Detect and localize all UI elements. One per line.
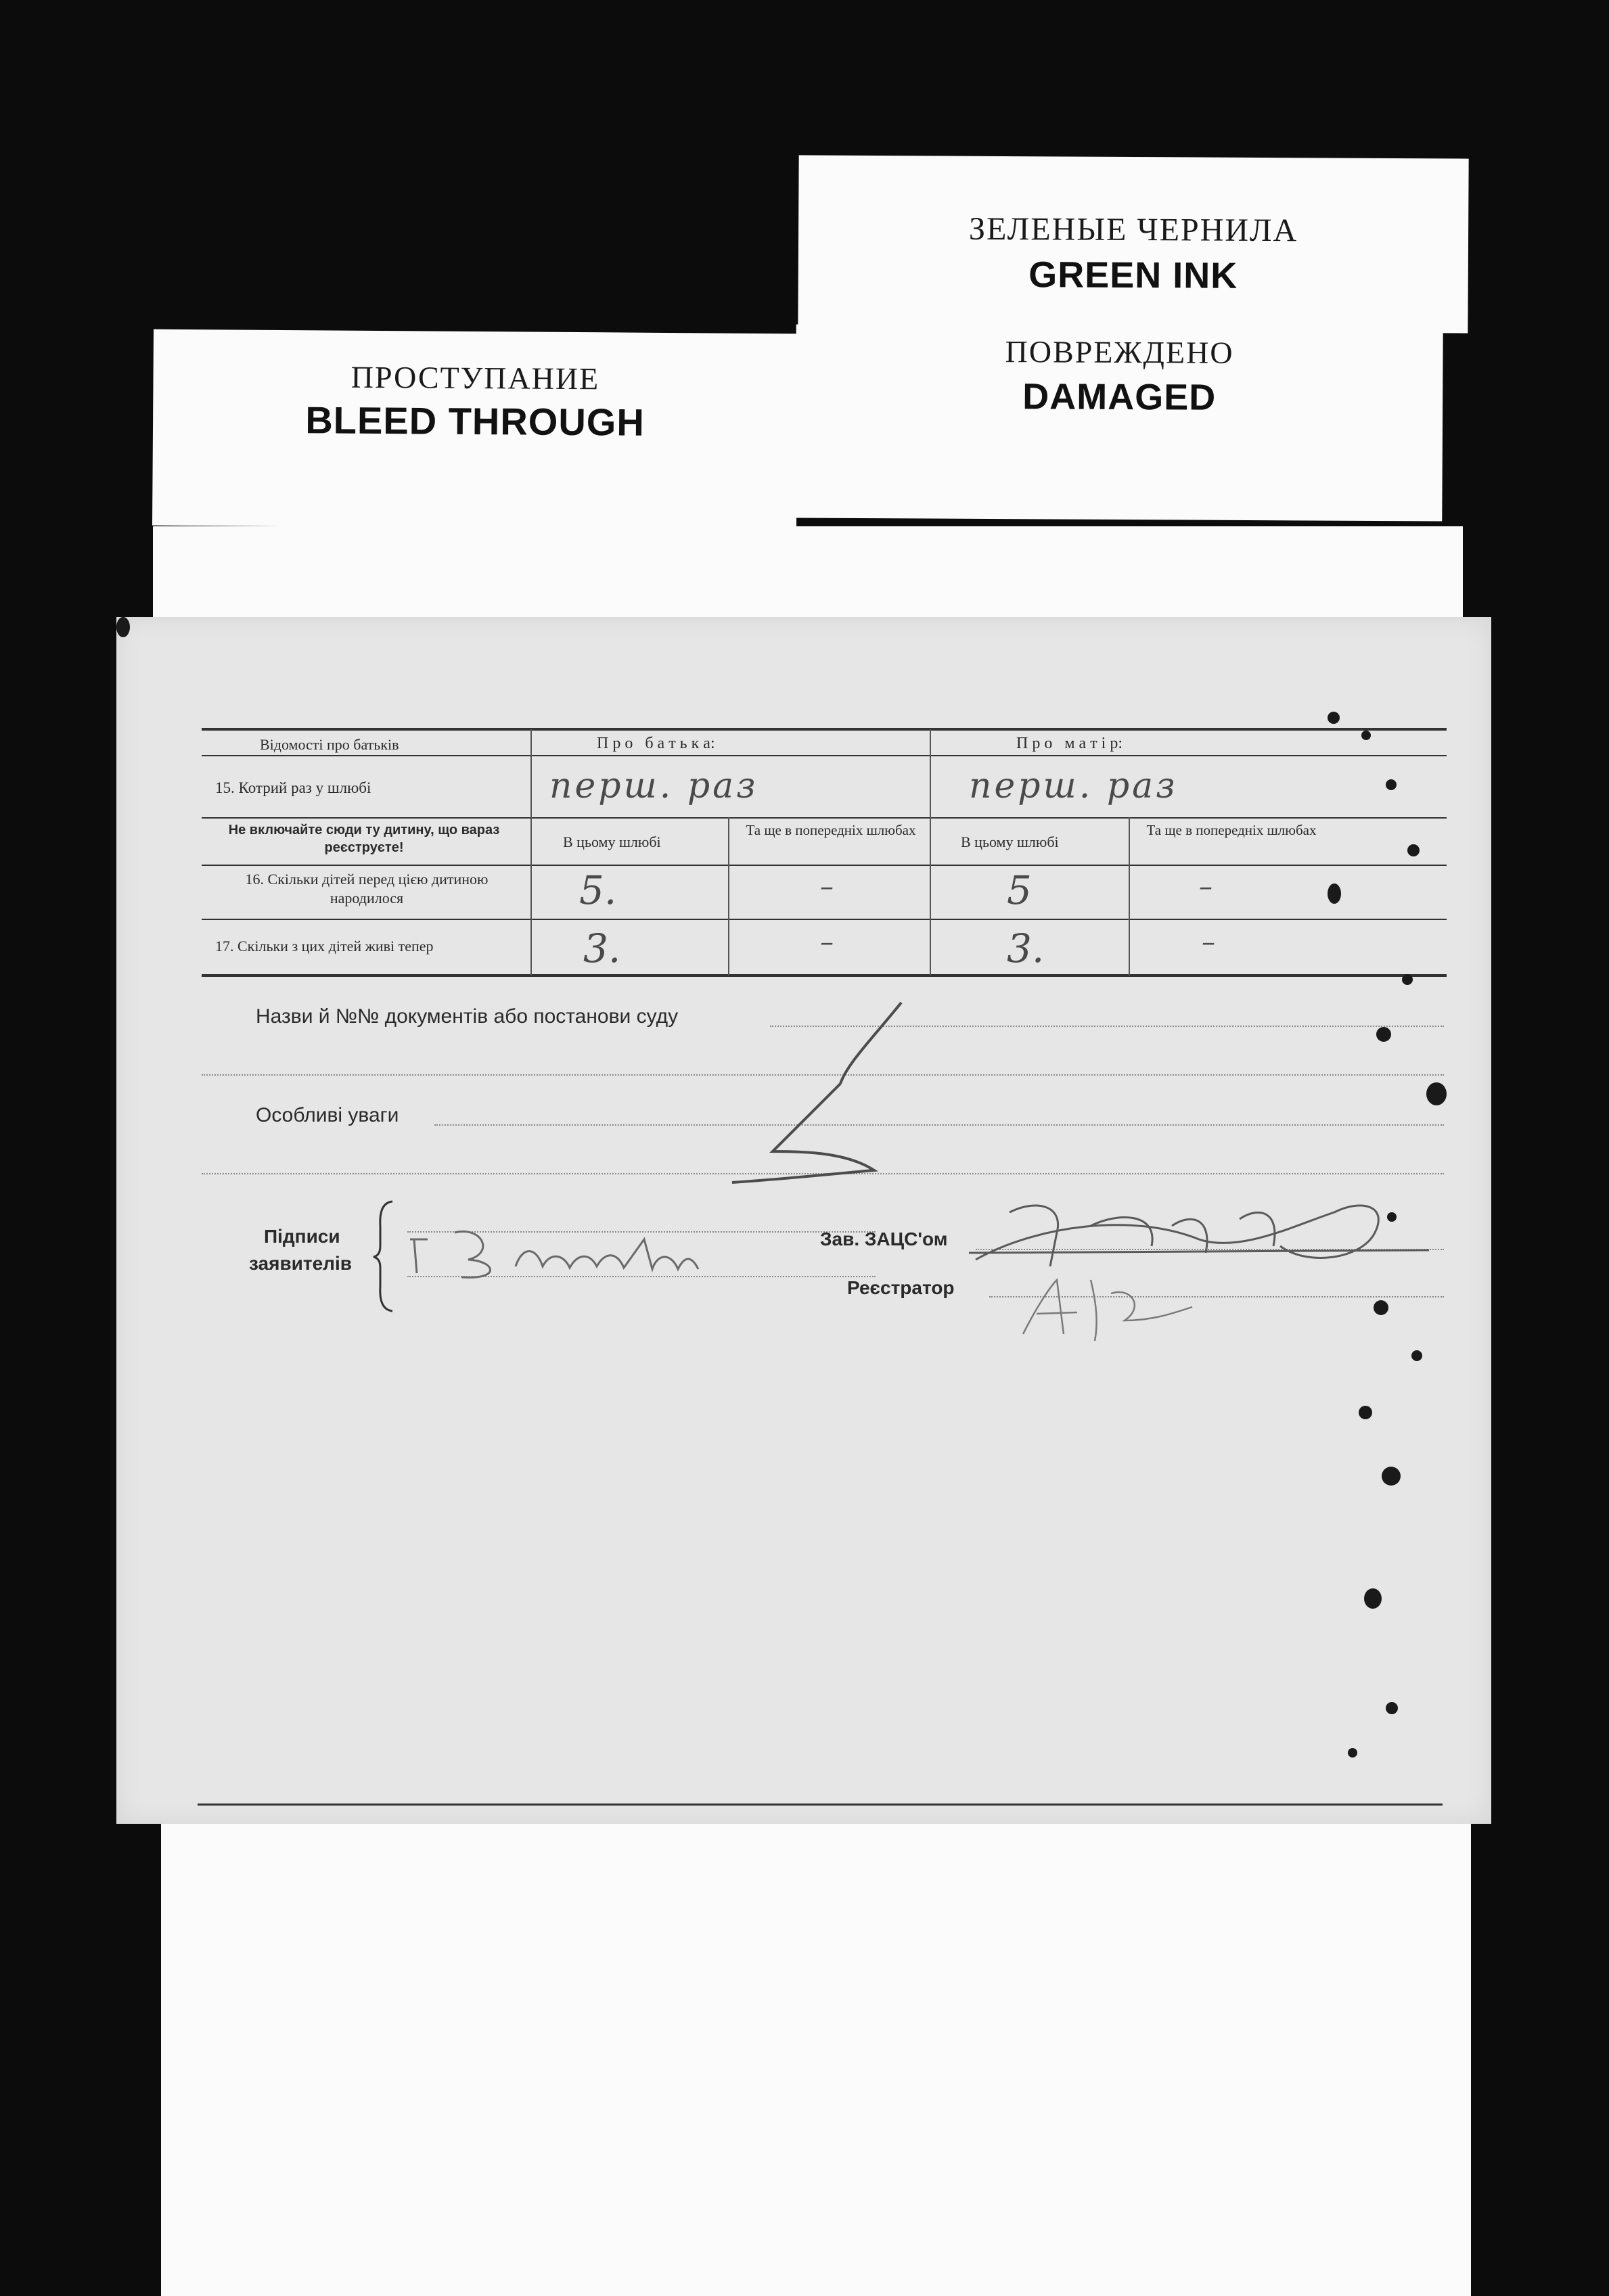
binding-hole: [1382, 1467, 1401, 1486]
row17-mother-this: 3.: [1007, 925, 1045, 971]
table-bottom-rule: [202, 974, 1447, 977]
binding-hole: [1364, 1588, 1382, 1609]
row15-mother-value: перш. раз: [969, 766, 1178, 806]
documents-label: Назви й №№ документів або постанови суду: [256, 1005, 679, 1028]
damaged-label-en: DAMAGED: [1022, 376, 1217, 418]
binding-hole: [1386, 1702, 1398, 1714]
registrar-label: Реєстратор: [847, 1277, 955, 1298]
subheader-mother-this-marriage: В цьому шлюбі: [961, 833, 1059, 850]
table-col-divider-1: [530, 729, 532, 975]
table-col-divider-2: [930, 729, 931, 975]
row17-father-this: 3.: [583, 925, 621, 971]
green-ink-label-en: GREEN INK: [1028, 254, 1238, 296]
table-col-divider-3: [728, 817, 729, 975]
form-page: [116, 617, 1491, 1824]
row16-label: 16. Скільки дітей перед цією дитиною народилося: [245, 871, 489, 906]
signatures-brace: [372, 1199, 399, 1314]
table-subheader-rule: [202, 865, 1447, 866]
binding-hole: [1359, 1406, 1372, 1419]
row16-father-this: 5.: [579, 867, 617, 913]
notes-label: Особливі уваги: [256, 1104, 399, 1126]
applicant-signature: [401, 1212, 779, 1287]
binding-hole: [1328, 883, 1341, 904]
subheader-mother-previous: Та ще в попередніх шлюбах: [1146, 822, 1317, 838]
binding-hole: [1387, 1212, 1397, 1222]
table-col-divider-4: [1129, 817, 1130, 975]
binding-hole: [1411, 1350, 1422, 1361]
row16-mother-prev: –: [1199, 871, 1213, 902]
form-bottom-rule: [198, 1804, 1443, 1806]
registrar-signature: [996, 1266, 1213, 1348]
z-strike-mark: [671, 996, 955, 1192]
binding-hole: [1407, 844, 1420, 856]
header-about-father: П р о б а т ь к а:: [597, 735, 715, 752]
binding-hole: [1348, 1748, 1357, 1758]
binding-hole: [1328, 712, 1340, 724]
header-parents-info: Відомості про батьків: [260, 736, 399, 753]
signatures-label-1: Підписи: [264, 1226, 340, 1247]
damaged-label-ru: ПОВРЕЖДЕНО: [1005, 334, 1234, 370]
head-label: Зав. ЗАЦС'ом: [820, 1229, 948, 1249]
row17-father-prev: –: [820, 927, 834, 958]
subheader-note: Не включайте сюди ту дитину, що вараз реєструєте!: [228, 823, 500, 855]
header-about-mother: П р о м а т і р:: [1016, 735, 1123, 752]
binding-hole: [1426, 1082, 1447, 1105]
subheader-father-previous: Та ще в попередніх шлюбах: [746, 822, 916, 838]
binding-hole: [1376, 1027, 1391, 1042]
damaged-label-sheet: [795, 324, 1443, 521]
binding-hole: [1386, 779, 1397, 790]
binding-hole: [1361, 731, 1371, 740]
binding-hole: [1402, 974, 1413, 985]
row17-mother-prev: –: [1202, 927, 1215, 958]
row17-label: 17. Скільки з цих дітей живі тепер: [215, 938, 434, 955]
row15-label: 15. Котрий раз у шлюбі: [215, 779, 371, 796]
table-top-rule: [202, 728, 1447, 731]
table-row16-rule: [202, 919, 1447, 920]
row16-father-prev: –: [820, 871, 834, 902]
row16-mother-this: 5: [1007, 867, 1032, 913]
green-ink-label-sheet: [798, 155, 1468, 333]
bleed-through-label-ru: ПРОСТУПАНИЕ: [350, 359, 600, 396]
subheader-father-this-marriage: В цьому шлюбі: [563, 833, 661, 850]
binding-hole: [1374, 1300, 1388, 1315]
bleed-through-label-en: BLEED THROUGH: [305, 398, 645, 444]
signatures-label-2: заявителів: [249, 1253, 352, 1274]
binding-hole: [116, 617, 130, 637]
green-ink-label-ru: ЗЕЛЕНЫЕ ЧЕРНИЛА: [968, 210, 1298, 249]
bottom-sheet: [161, 1820, 1471, 2296]
table-row15-rule: [202, 817, 1447, 819]
table-header-rule: [202, 755, 1447, 756]
bleed-through-label-sheet: [152, 329, 798, 530]
row15-father-value: перш. раз: [549, 766, 758, 806]
